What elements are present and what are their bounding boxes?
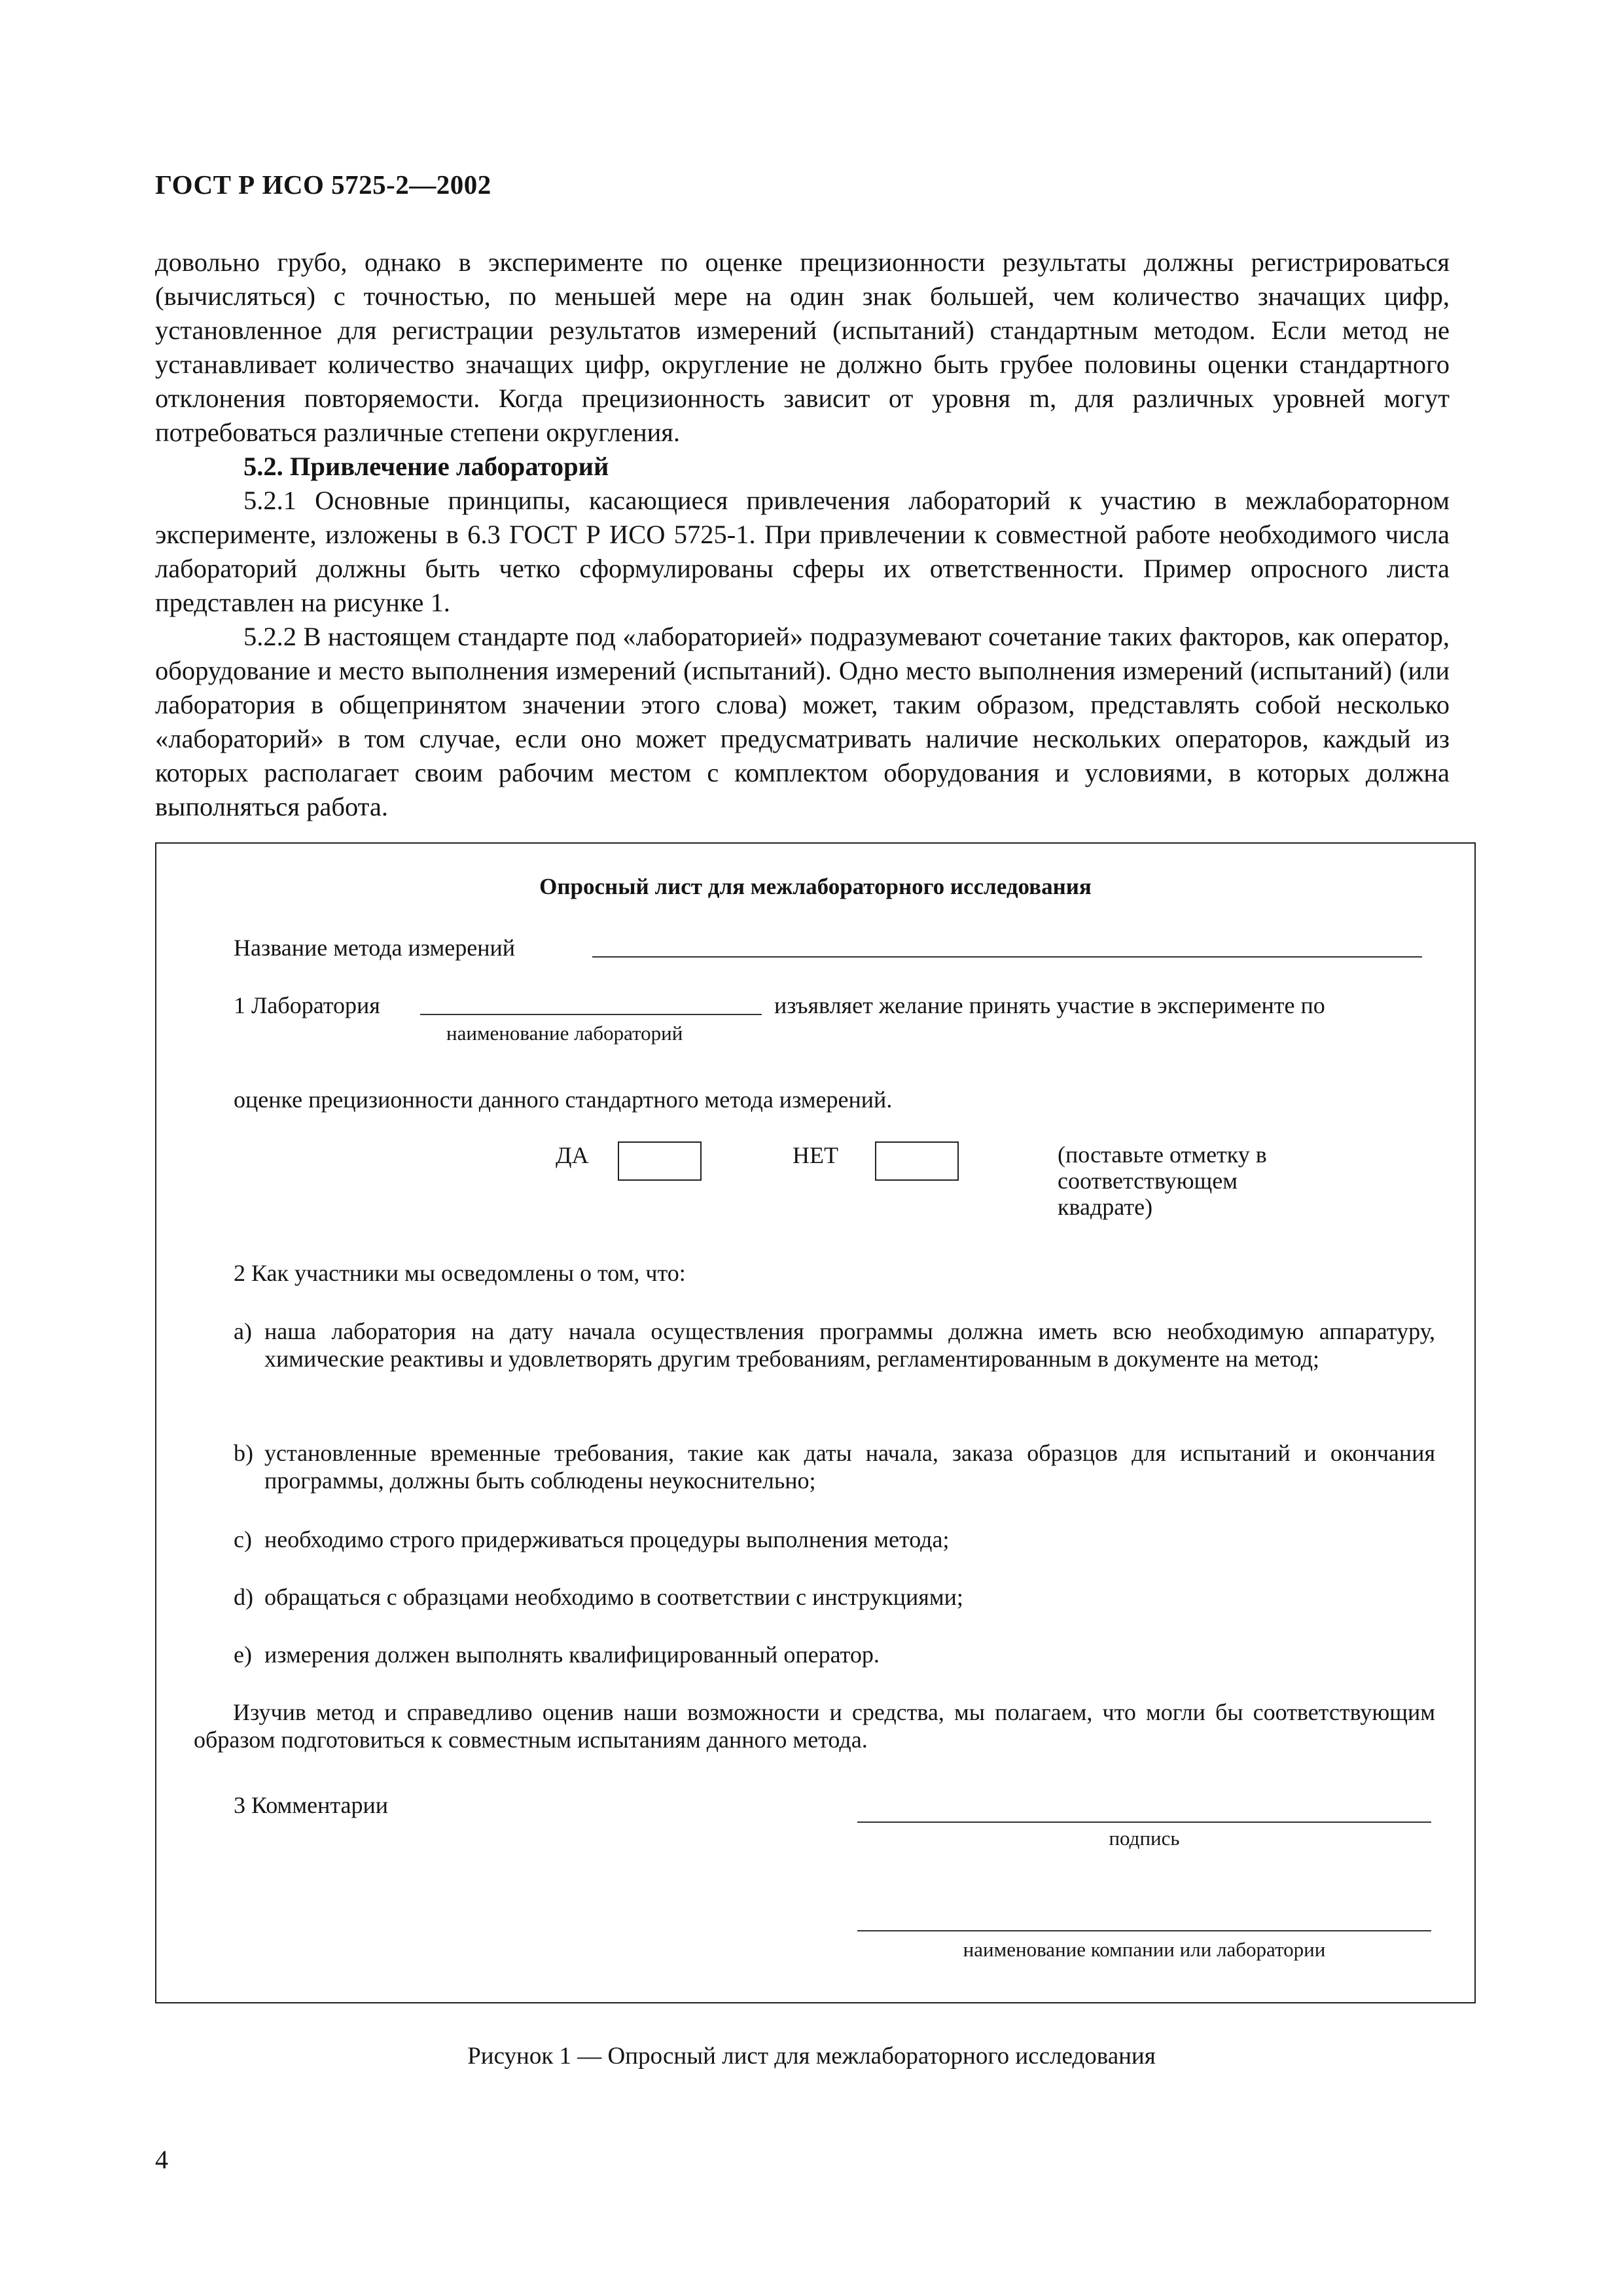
list-item-text: наша лаборатория на дату начала осуществления программы должна иметь всю необходимую аппаратуру, химические реактивы и удовлетворять другим требованиям, регламентированным в документе на метод; [264,1318,1435,1372]
section-2-title: 2 Как участники мы осведомлены о том, что: [234,1260,686,1286]
list-item [234,1583,1435,1611]
checkbox-note-line: соответствующем [1058,1168,1238,1194]
list-item-text: установленные временные требования, такие как даты начала, заказа образцов для испытаний и окончания программы, должны быть соблюдены неукоснительно; [264,1440,1435,1494]
paragraph-5-2-2: 5.2.2 В настоящем стандарте под «лабораторией» подразумевают сочетание таких факторов, как оператор, оборудование и место выполнения измерений (испытаний). Одно место выполнения измерений (испытаний) (или лаборатория в общепринятом значении этого слова) может, таким образом, представлять собой несколько «лабораторий» в том случае, если оно может предусматривать наличие нескольких операторов, каждый из которых располагает своим рабочим местом с комплектом оборудования и условиями, в которых должна выполняться работа. [155,622,1450,821]
company-caption: наименование компании или лаборатории [963,1938,1326,1961]
list-item-label: a) [234,1318,252,1344]
list-item [234,1641,1435,1668]
list-item-text: измерения должен выполнять квалифицированный оператор. [264,1641,880,1668]
list-item-label: c) [234,1526,252,1552]
checkbox-note-line: (поставьте отметку в [1058,1141,1267,1168]
list-item-label: d) [234,1584,253,1610]
list-item [234,1526,1435,1553]
figure-caption: Рисунок 1 — Опросный лист для межлабораторного исследования [467,2043,1156,2070]
form-title: Опросный лист для межлабораторного исследования [539,874,1092,899]
list-item-text: необходимо строго придерживаться процедуры выполнения метода; [264,1526,950,1552]
section-title: 5.2. Привлечение лабораторий [243,452,609,481]
comments-label: 3 Комментарии [234,1792,389,1818]
no-checkbox[interactable] [875,1141,959,1181]
laboratory-statement-continued: оценке прецизионности данного стандартного метода измерений. [234,1086,893,1113]
list-item-label: b) [234,1440,253,1466]
paragraph-5-2-1: 5.2.1 Основные принципы, касающиеся привлечения лабораторий к участию в межлабораторном эксперименте, изложены в 6.3 ГОСТ Р ИСО 5725-1. При привлечении к совместной работе необходимого числа лабораторий должны быть четко сформулированы сферы их ответственности. Пример опросного листа представлен на рисунке 1. [155,486,1450,617]
method-name-label: Название метода измерений [234,935,515,961]
list-item-label: e) [234,1641,252,1668]
laboratory-field-caption: наименование лабораторий [446,1022,683,1045]
no-label: НЕТ [793,1142,838,1168]
list-item [234,1439,1435,1494]
yes-label: ДА [556,1142,589,1168]
page-number: 4 [155,2145,168,2174]
signature-caption: подпись [1109,1827,1180,1850]
signature-field[interactable] [857,1821,1431,1823]
laboratory-name-field[interactable] [420,1014,762,1015]
laboratory-label: 1 Лаборатория [234,992,380,1018]
checkbox-note [1058,1141,1267,1220]
laboratory-statement: изъявляет желание принять участие в эксперименте по [774,992,1325,1018]
checkbox-note-line: квадрате) [1058,1194,1153,1220]
list-item [234,1318,1435,1372]
body-text [155,245,1450,824]
method-name-field[interactable] [592,956,1422,958]
list-item-text: обращаться с образцами необходимо в соответствии с инструкциями; [264,1584,963,1610]
company-name-field[interactable] [857,1930,1431,1931]
document-header: ГОСТ Р ИСО 5725-2—2002 [155,170,491,200]
form-conclusion: Изучив метод и справедливо оценив наши возможности и средства, мы полагаем, что могли бы соответствующим образом подготовиться к совместным испытаниям данного метода. [194,1699,1435,1753]
yes-checkbox[interactable] [618,1141,702,1181]
questionnaire-form [155,842,1476,2003]
paragraph-rounding: довольно грубо, однако в эксперименте по оценке прецизионности результаты должны регистрироваться (вычисляться) с точностью, по меньшей мере на один знак большей, чем количество значащих цифр, установленное для регистрации результатов измерений (испытаний) стандартным методом. Если метод не устанавливает количество значащих цифр, округление не должно быть грубее половины оценки стандартного отклонения повторяемости. Когда прецизионность зависит от уровня m, для различных уровней могут потребоваться различные степени округления. [155,247,1450,447]
